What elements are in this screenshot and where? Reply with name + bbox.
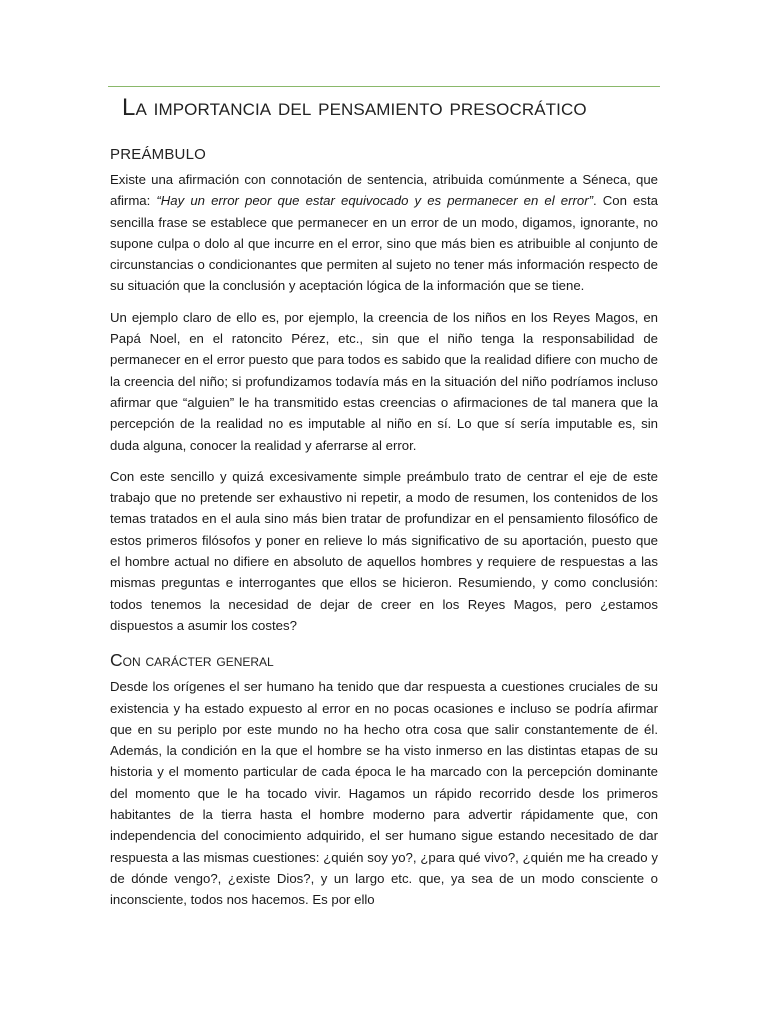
paragraph [110,169,658,297]
paragraph-text: . Con esta sencilla frase se establece que permanecer en un error de un modo, digamos, ignorante, no supone culpa o dolo al que incurre en el error, sino que más bien es atribuible al conjunto de circunstancias o condicionantes que permiten al sujeto no tener más información respecto de su situación que la conclusión y aceptación lógica de la información que se tiene. [110,193,658,294]
section-heading-preambulo: PREÁMBULO [110,146,206,163]
document-title: La importancia del pensamiento presocrático [122,94,587,121]
paragraph-text: Existe una afirmación con connotación de sentencia, atribuida comúnmente a Séneca, que afirma: [110,172,658,209]
title-rule [108,86,660,87]
section-heading-caracter-general: Con carácter general [110,650,274,671]
document-body [110,144,658,919]
paragraph: Un ejemplo claro de ello es, por ejemplo, la creencia de los niños en los Reyes Magos, en Papá Noel, en el ratoncito Pérez, etc., sin que el niño tenga la responsabilidad de permanecer en el error puesto que para todos es sabido que la realidad difiere con mucho de la creencia del niño; si profundizamos todavía más en la situación del niño podríamos incluso afirmar que “alguien” le ha transmitido estas creencias o afirmaciones de tal manera que la percepción de la realidad no es imputable al niño en sí. Lo que sí sería imputable es, sin duda alguna, conocer la realidad y aferrarse al error. [110,309,658,453]
paragraph: Desde los orígenes el ser humano ha tenido que dar respuesta a cuestiones cruciales de su existencia y ha estado expuesto al error en no pocas ocasiones e incluso se podría afirmar que en su periplo por este mundo no ha hecho otra cosa que salir constantemente de él. Además, la condición en la que el hombre se ha visto inmerso en las distintas etapas de su historia y el momento particular de cada época le ha marcado con la percepción dominante del momento que le ha tocado vivir. Hagamos un rápido recorrido desde los primeros habitantes de la tierra hasta el hombre moderno para advertir rápidamente que, con independencia del conocimiento adquirido, el ser humano sigue estando necesitado de dar respuesta a las mismas cuestiones: ¿quién soy yo?, ¿para qué vivo?, ¿quién me ha creado y de dónde vengo?, ¿existe Dios?, y un largo etc. que, ya sea de un modo consciente o inconsciente, todos nos hacemos. Es por ello [110,679,658,908]
paragraph: Con este sencillo y quizá excesivamente simple preámbulo trato de centrar el eje de este trabajo que no pretende ser exhaustivo ni repetir, a modo de resumen, los contenidos de los temas tratados en el aula sino más bien tratar de profundizar en el pensamiento filosófico de estos primeros filósofos y poner en relieve lo más significativo de su aportación, puesto que el hombre actual no difiere en absoluto de aquellos hombres y requiere de respuestas a las mismas preguntas e interrogantes que ellos se hicieron. Resumiendo, y como conclusión: todos tenemos la necesidad de dejar de creer en los Reyes Magos, pero ¿estamos dispuestos a asumir los costes? [110,468,658,633]
seneca-quote: “Hay un error peor que estar equivocado y es permanecer en el error” [156,193,594,209]
